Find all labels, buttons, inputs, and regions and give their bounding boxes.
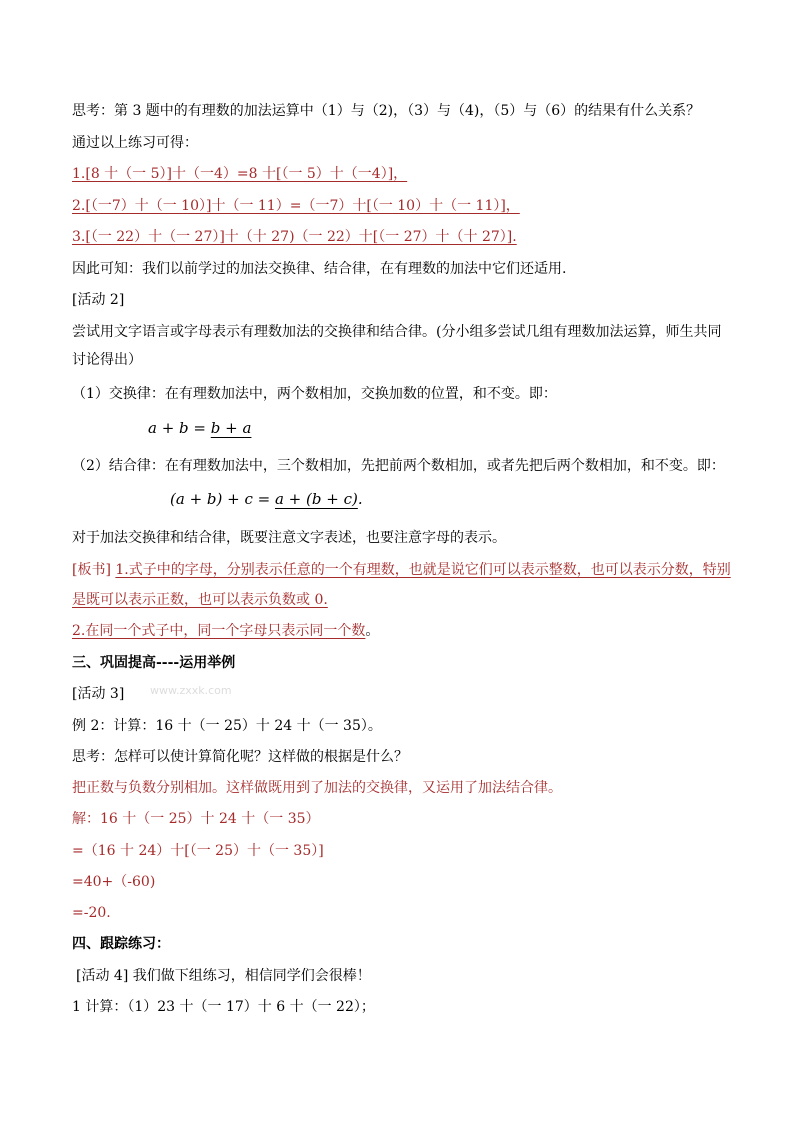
board-point-2-tail: 。	[365, 623, 380, 639]
watermark: www.zxxk.com	[150, 684, 232, 697]
activity-2-label: [活动 2]	[72, 292, 125, 308]
commutative-lhs: a + b =	[148, 419, 211, 437]
solution-line-1: 解：16 十（一 25）十 24 十（一 35）	[72, 811, 320, 827]
think-question: 思考：第 3 题中的有理数的加法运算中（1）与（2)，（3）与（4)，（5）与（6）的结果有什么关系？	[72, 103, 701, 119]
associative-lhs: (a + b) + c =	[170, 490, 275, 508]
example-2: 例 2：计算：16 十（一 25）十 24 十（一 35）。	[72, 718, 382, 734]
note-text: 对于加法交换律和结合律，既要注意文字表述，也要注意字母的表示。	[72, 530, 506, 546]
associative-tail: .	[357, 490, 363, 508]
board-line2	[72, 621, 379, 641]
activity-4-text: [活动 4] 我们做下组练习，相信同学们会很棒！	[76, 968, 371, 984]
try-instruction-line2: 讨论得出）	[72, 352, 142, 368]
try-instruction-line1: 尝试用文字语言或字母表示有理数加法的交换律和结合律。(分小组多尝试几组有理数加法运算，师生共同	[72, 324, 722, 340]
board-point-1-cont: 是既可以表示正数，也可以表示负数或 0.	[72, 592, 328, 608]
exercise-1: 1 计算：（1）23 十（一 17）十 6 十（一 22）；	[72, 999, 375, 1015]
solution-line-2: =（16 十 24）十[（一 25）十（一 35）]	[72, 843, 324, 859]
solution-line-4: =-20.	[72, 905, 111, 921]
conclusion-text: 因此可知：我们以前学过的加法交换律、结合律，在有理数的加法中它们还适用.	[72, 261, 567, 277]
section-4-heading: 四、跟踪练习：	[72, 936, 170, 952]
associative-rhs: a + (b + c)	[274, 490, 358, 508]
board-line1	[72, 560, 731, 580]
commutative-law-text: （1）交换律：在有理数加法中，两个数相加，交换加数的位置，和不变。即：	[72, 386, 557, 402]
board-point-1: 1.式子中的字母，分别表示任意的一个有理数，也就是说它们可以表示整数，也可以表示分数，特别	[115, 562, 731, 578]
commutative-rhs: b + a	[210, 419, 252, 437]
commutative-formula	[148, 418, 251, 438]
solution-line-3: =40+（-60)	[72, 874, 156, 890]
section-3-heading: 三、巩固提高----运用举例	[72, 655, 236, 671]
via-text: 通过以上练习可得：	[72, 135, 198, 151]
board-prefix: [板书]	[72, 562, 116, 578]
board-point-2: 2.在同一个式子中，同一个字母只表示同一个数	[72, 623, 366, 639]
answer-text: 把正数与负数分别相加。这样做既用到了加法的交换律，又运用了加法结合律。	[72, 780, 562, 796]
activity-3-label: [活动 3]	[72, 686, 125, 702]
equation-1: 1.[8 十（一 5）]十（一4）=8 十[（一 5）十（一4）]，	[72, 166, 408, 182]
equation-3: 3.[（一 22）十（一 27）]十（十 27)（一 22）十[（一 27）十（十 27）].	[72, 229, 517, 245]
associative-formula	[170, 489, 363, 509]
think-question-2: 思考：怎样可以使计算简化呢？这样做的根据是什么？	[72, 749, 408, 765]
associative-law-text: （2）结合律：在有理数加法中，三个数相加，先把前两个数相加，或者先把后两个数相加，和不变。即：	[72, 458, 725, 474]
equation-2: 2.[（一7）十（一 10）]十（一 11）=（一7）十[（一 10）十（一 11）]，	[72, 198, 520, 214]
